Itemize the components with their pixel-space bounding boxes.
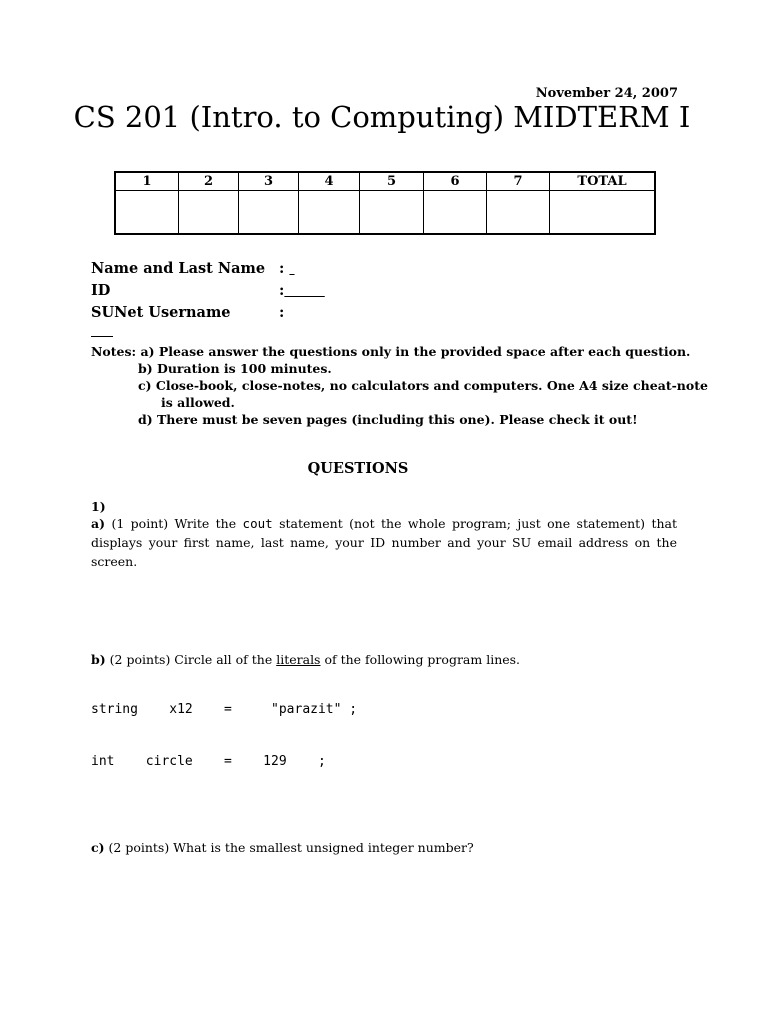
score-cell (360, 191, 424, 235)
code-line-1: string x12 = "parazit" ; (91, 702, 358, 717)
score-col-1: 1 (115, 172, 179, 191)
score-table-entry-row (115, 191, 655, 235)
note-b: b) Duration is 100 minutes. (138, 361, 332, 376)
q1a-label: a) (91, 516, 106, 531)
exam-title: CS 201 (Intro. to Computing) MIDTERM I (73, 100, 691, 134)
q1b-literals: literals (276, 652, 321, 667)
score-cell (487, 191, 550, 235)
q1a-points: (1 point) Write the (111, 516, 237, 531)
name-field-row (91, 260, 285, 277)
note-d: d) There must be seven pages (including this one). Please check it out! (138, 412, 638, 427)
sunet-blank (91, 336, 113, 337)
score-cell (179, 191, 239, 235)
sunet-label: SUNet Username (91, 304, 231, 321)
id-label: ID (91, 282, 111, 299)
score-col-2: 2 (179, 172, 239, 191)
score-col-7: 7 (487, 172, 550, 191)
question-1a (91, 514, 677, 571)
q1c-label: c) (91, 840, 105, 855)
q1b-text-post: of the following program lines. (324, 652, 521, 667)
notes-section (91, 343, 708, 428)
score-col-4: 4 (299, 172, 360, 191)
note-c-line1: c) Close-book, close-notes, no calculators and computers. One A4 size cheat-note (138, 378, 708, 393)
score-col-6: 6 (424, 172, 487, 191)
q1b-text-pre: (2 points) Circle all of the (109, 652, 273, 667)
score-col-5: 5 (360, 172, 424, 191)
q1c-text: (2 points) What is the smallest unsigned integer number? (108, 840, 474, 855)
score-col-total: TOTAL (550, 172, 656, 191)
note-c-line2: is allowed. (161, 395, 235, 410)
name-label: Name and Last Name (91, 260, 266, 277)
score-col-3: 3 (239, 172, 299, 191)
sunet-colon: : (279, 304, 285, 321)
question-1b (91, 650, 520, 669)
id-field-row (91, 282, 285, 299)
q1a-rest: statement (not the whole program; just one statement) that (279, 516, 677, 531)
question-1-number: 1) (91, 499, 106, 514)
name-blank (289, 260, 294, 277)
questions-heading: QUESTIONS (307, 460, 409, 477)
score-table (114, 171, 656, 235)
note-a: a) Please answer the questions only in the provided space after each question. (140, 344, 691, 359)
score-cell (299, 191, 360, 235)
id-blank (284, 282, 324, 299)
score-cell (115, 191, 179, 235)
q1a-code: cout (242, 516, 273, 531)
code-line-2: int circle = 129 ; (91, 754, 326, 769)
q1a-line2: displays your first name, last name, your ID number and your SU email address on the screen. (91, 535, 677, 569)
notes-prefix: Notes: (91, 344, 137, 359)
score-cell (550, 191, 656, 235)
score-cell (424, 191, 487, 235)
name-colon: : (279, 260, 285, 277)
question-1c (91, 838, 474, 857)
q1b-label: b) (91, 652, 106, 667)
sunet-field-row (91, 304, 285, 321)
score-table-header-row (115, 172, 655, 191)
score-cell (239, 191, 299, 235)
exam-date: November 24, 2007 (535, 86, 678, 101)
id-colon: : (279, 282, 285, 299)
